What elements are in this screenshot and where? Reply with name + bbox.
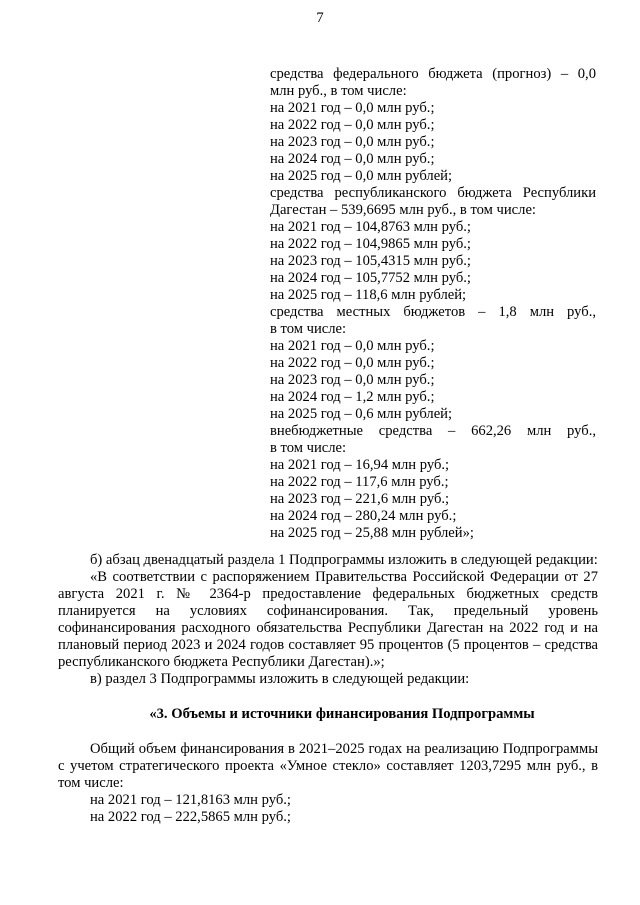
funding-line: в том числе:: [270, 321, 347, 337]
funding-line: на 2024 год – 280,24 млн руб.;: [270, 508, 457, 524]
funding-line: на 2025 год – 118,6 млн рублей;: [270, 287, 467, 303]
funding-line: на 2023 год – 221,6 млн руб.;: [270, 491, 450, 507]
funding-line: на 2021 год – 0,0 млн руб.;: [270, 100, 435, 116]
funding-line: на 2021 год – 16,94 млн руб.;: [270, 457, 450, 473]
funding-line: на 2023 год – 0,0 млн руб.;: [270, 134, 435, 150]
funding-line: на 2025 год – 25,88 млн рублей»;: [270, 525, 474, 541]
document-body: [58, 552, 598, 826]
funding-line: средства федерального бюджета (прогноз) – 0,0: [270, 66, 596, 82]
funding-line: на 2021 год – 0,0 млн руб.;: [270, 338, 435, 354]
funding-line: на 2024 год – 1,2 млн руб.;: [270, 389, 435, 405]
paragraph-b: б) абзац двенадцатый раздела 1 Подпрограммы изложить в следующей редакции:: [90, 552, 598, 568]
year-line-2022: на 2022 год – 222,5865 млн руб.;: [90, 809, 291, 825]
paragraph-v: в) раздел 3 Подпрограммы изложить в следующей редакции:: [90, 671, 470, 687]
funding-line: средства местных бюджетов – 1,8 млн руб.,: [270, 304, 596, 320]
funding-line: млн руб., в том числе:: [270, 83, 407, 99]
funding-line: на 2022 год – 104,9865 млн руб.;: [270, 236, 471, 252]
funding-line: на 2023 год – 0,0 млн руб.;: [270, 372, 435, 388]
section-title: «3. Объемы и источники финансирования Подпрограммы: [149, 706, 535, 722]
funding-line: на 2022 год – 0,0 млн руб.;: [270, 117, 435, 133]
funding-line: на 2023 год – 105,4315 млн руб.;: [270, 253, 471, 269]
funding-line: в том числе:: [270, 440, 347, 456]
funding-line: на 2024 год – 105,7752 млн руб.;: [270, 270, 471, 286]
funding-line: на 2022 год – 117,6 млн руб.;: [270, 474, 449, 490]
page-number: 7: [316, 10, 324, 26]
funding-line: внебюджетные средства – 662,26 млн руб.,: [270, 423, 596, 439]
quoted-paragraph: «В соответствии с распоряжением Правительства Российской Федерации от 27 августа 2021 г. № 2364-р предоставление федеральных бюджетных средств планируется на условиях софинансирования. Так, предельный уровень софинансирования расходного обязательства Республики Дагестан на 2022 год и на плановый период 2023 и 2024 годов составляет 95 процентов (5 процентов – средства республиканского бюджета Республики Дагестан).»;: [58, 569, 598, 670]
funding-line: Дагестан – 539,6695 млн руб., в том числе:: [270, 202, 536, 218]
total-funding-paragraph: Общий объем финансирования в 2021–2025 годах на реализацию Подпрограммы с учетом стратегического проекта «Умное стекло» составляет 1203,7295 млн руб., в том числе:: [58, 741, 598, 791]
funding-line: средства республиканского бюджета Республики: [270, 185, 596, 201]
funding-line: на 2025 год – 0,0 млн рублей;: [270, 168, 453, 184]
funding-line: на 2025 год – 0,6 млн рублей;: [270, 406, 453, 422]
year-list: [58, 792, 598, 826]
funding-line: на 2024 год – 0,0 млн руб.;: [270, 151, 435, 167]
funding-line: на 2022 год – 0,0 млн руб.;: [270, 355, 435, 371]
funding-line: на 2021 год – 104,8763 млн руб.;: [270, 219, 471, 235]
funding-sources-list: [270, 66, 596, 542]
year-line-2021: на 2021 год – 121,8163 млн руб.;: [90, 792, 291, 808]
